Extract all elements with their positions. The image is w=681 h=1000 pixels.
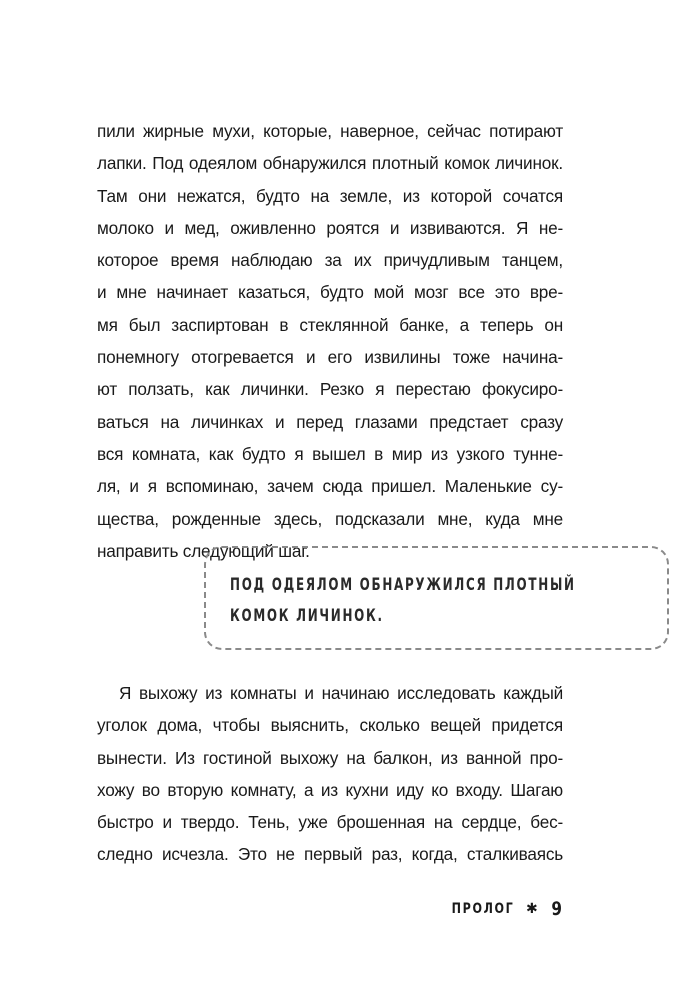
body-paragraph-1 <box>97 115 563 567</box>
text-line: молоко и мед, оживленно роятся и извиваются. Я не- <box>97 217 563 238</box>
text-line: ваться на личинках и перед глазами предстает сразу <box>97 411 563 432</box>
text-line: щества, рожденные здесь, подсказали мне, куда мне <box>97 508 563 529</box>
pull-quote-line: КОМОК ЛИЧИНОК. <box>230 606 384 626</box>
pull-quote-box <box>204 546 669 650</box>
text-line: быстро и твердо. Тень, уже брошенная на сердце, бес- <box>97 812 563 833</box>
running-footer-section: ПРОЛОГ <box>451 901 515 917</box>
body-paragraph-2 <box>97 677 563 871</box>
text-line: следно исчезла. Это не первый раз, когда, сталкиваясь <box>97 844 563 865</box>
text-line: понемногу отогревается и его извилины тоже начина- <box>97 347 563 368</box>
page-footer <box>436 898 563 920</box>
text-line: направить следующий шаг. <box>97 540 310 561</box>
text-line: ля, и я вспоминаю, зачем сюда пришел. Маленькие су- <box>97 476 563 497</box>
text-line: Я выхожу из комнаты и начинаю исследовать каждый <box>119 683 563 703</box>
text-line: Там они нежатся, будто на земле, из которой сочатся <box>97 185 563 206</box>
text-line: пили жирные мухи, которые, наверное, сейчас потирают <box>97 121 563 141</box>
page-number: 9 <box>551 898 562 920</box>
text-line: которое время наблюдаю за их причудливым танцем, <box>97 250 563 271</box>
text-line: вынести. Из гостиной выхожу на балкон, из ванной про- <box>97 747 563 768</box>
text-line: ют ползать, как личинки. Резко я перестаю фокусиро- <box>97 379 563 400</box>
pull-quote-line: ПОД ОДЕЯЛОМ ОБНАРУЖИЛСЯ ПЛОТНЫЙ <box>230 575 576 595</box>
text-line: мя был заспиртован в стеклянной банке, а теперь он <box>97 314 563 335</box>
text-line: и мне начинает казаться, будто мой мозг все это вре- <box>97 282 563 303</box>
text-line: уголок дома, чтобы выяснить, сколько вещей придется <box>97 715 563 736</box>
text-line: лапки. Под одеялом обнаружился плотный комок личинок. <box>97 153 563 174</box>
text-line: хожу во вторую комнату, а из кухни иду ко входу. Шагаю <box>97 779 563 800</box>
text-line: вся комната, как будто я вышел в мир из узкого туннe- <box>97 443 563 464</box>
star-icon: ✱ <box>526 901 538 917</box>
pull-quote-text <box>230 570 576 632</box>
